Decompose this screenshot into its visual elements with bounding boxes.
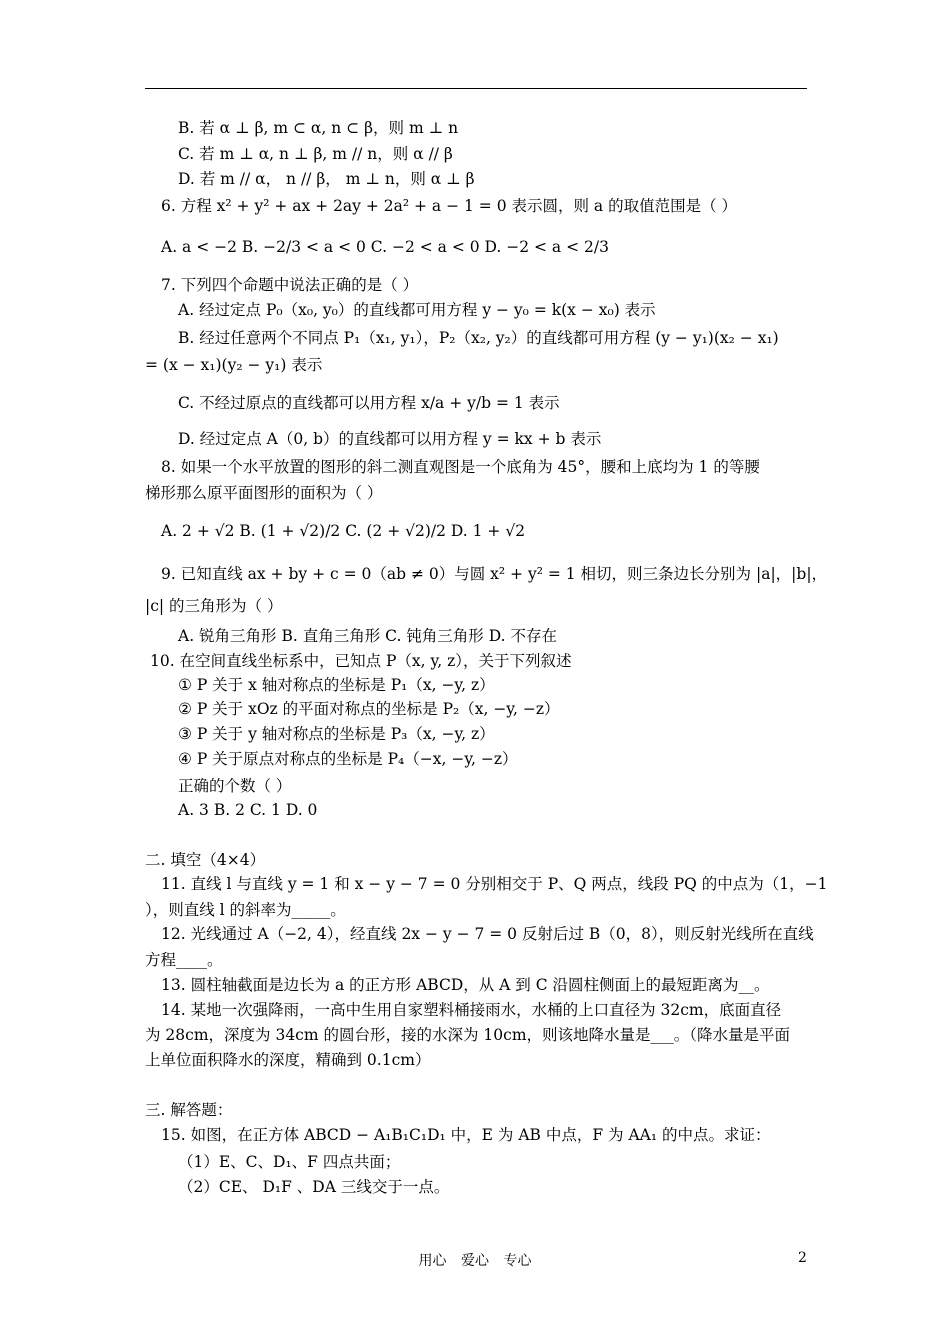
question-10: 10. 在空间直线坐标系中，已知点 P（x, y, z），关于下列叙述 (150, 652, 572, 670)
statement-10-2: ② P 关于 xOz 的平面对称点的坐标是 P₂（x, −y, −z） (178, 700, 560, 718)
statement-10-3: ③ P 关于 y 轴对称点的坐标是 P₃（x, −y, z） (178, 725, 495, 743)
question-11-line2: ），则直线 l 的斜率为_____。 (145, 901, 346, 919)
question-8-options: A. 2 + √2 B. (1 + √2)/2 C. (2 + √2)/2 D. 1 + √2 (161, 522, 526, 540)
header-rule (145, 88, 807, 89)
option-7b-line2: = (x − x₁)(y₂ − y₁) 表示 (145, 356, 323, 374)
question-8-line2: 梯形那么原平面图形的面积为（ ） (145, 484, 383, 502)
question-15: 15. 如图，在正方体 ABCD − A₁B₁C₁D₁ 中，E 为 AB 中点，F 为 AA₁ 的中点。求证： (161, 1126, 771, 1144)
option-7a: A. 经过定点 P₀（x₀, y₀）的直线都可用方程 y − y₀ = k(x − x₀) 表示 (178, 301, 656, 319)
question-14-line3: 上单位面积降水的深度，精确到 0.1cm） (145, 1051, 431, 1069)
page-number: 2 (798, 1250, 807, 1266)
question-13: 13. 圆柱轴截面是边长为 a 的正方形 ABCD，从 A 到 C 沿圆柱侧面上的最短距离为__。 (161, 976, 770, 994)
statement-10-1: ① P 关于 x 轴对称点的坐标是 P₁（x, −y, z） (178, 676, 495, 694)
question-8-line1: 8. 如果一个水平放置的图形的斜二测直观图是一个底角为 45°，腰和上底均为 1 的等腰 (161, 458, 760, 476)
question-6-options: A. a < −2 B. −2/3 < a < 0 C. −2 < a < 0 D. −2 < a < 2/3 (161, 238, 609, 256)
question-9-line2: |c| 的三角形为（ ） (145, 597, 283, 615)
footer-motto: 用心 爱心 专心 (418, 1253, 532, 1269)
question-10-ask: 正确的个数（ ） (178, 777, 292, 795)
option-5b: B. 若 α ⊥ β, m ⊂ α, n ⊂ β，则 m ⊥ n (178, 119, 459, 137)
option-5d: D. 若 m // α， n // β， m ⊥ n，则 α ⊥ β (178, 170, 475, 188)
option-5c: C. 若 m ⊥ α, n ⊥ β, m // n，则 α // β (178, 145, 453, 163)
section-answer-heading: 三. 解答题： (145, 1101, 233, 1119)
question-12-line2: 方程____。 (145, 951, 223, 969)
question-7: 7. 下列四个命题中说法正确的是（ ） (161, 276, 419, 294)
option-7c: C. 不经过原点的直线都可以用方程 x/a + y/b = 1 表示 (178, 394, 560, 412)
question-14-line1: 14. 某地一次强降雨，一高中生用自家塑料桶接雨水，水桶的上口直径为 32cm，底面直径 (161, 1001, 782, 1019)
statement-10-4: ④ P 关于原点对称点的坐标是 P₄（−x, −y, −z） (178, 750, 518, 768)
question-15-part1: （1）E、C、D₁、F 四点共面； (178, 1153, 401, 1171)
option-7d: D. 经过定点 A（0, b）的直线都可以用方程 y = kx + b 表示 (178, 430, 602, 448)
question-9-line1: 9. 已知直线 ax + by + c = 0（ab ≠ 0）与圆 x² + y² = 1 相切，则三条边长分别为 |a|，|b|， (161, 565, 828, 583)
question-10-options: A. 3 B. 2 C. 1 D. 0 (178, 801, 318, 819)
question-12-line1: 12. 光线通过 A（−2, 4），经直线 2x − y − 7 = 0 反射后过 B（0，8），则反射光线所在直线 (161, 925, 814, 943)
question-11-line1: 11. 直线 l 与直线 y = 1 和 x − y − 7 = 0 分别相交于 P、Q 两点，线段 PQ 的中点为（1，−1 (161, 875, 828, 893)
question-9-options: A. 锐角三角形 B. 直角三角形 C. 钝角三角形 D. 不存在 (178, 627, 557, 645)
question-15-part2: （2）CE、 D₁F 、DA 三线交于一点。 (178, 1178, 450, 1196)
question-6: 6. 方程 x² + y² + ax + 2ay + 2a² + a − 1 = 0 表示圆，则 a 的取值范围是（ ） (161, 197, 738, 215)
section-fill-in-heading: 二. 填空（4×4） (145, 851, 266, 869)
question-14-line2: 为 28cm，深度为 34cm 的圆台形，接的水深为 10cm，则该地降水量是___。（降水量是平面 (145, 1026, 791, 1044)
option-7b-line1: B. 经过任意两个不同点 P₁（x₁, y₁），P₂（x₂, y₂）的直线都可用方程 (y − y₁)(x₂ − x₁) (178, 329, 779, 347)
